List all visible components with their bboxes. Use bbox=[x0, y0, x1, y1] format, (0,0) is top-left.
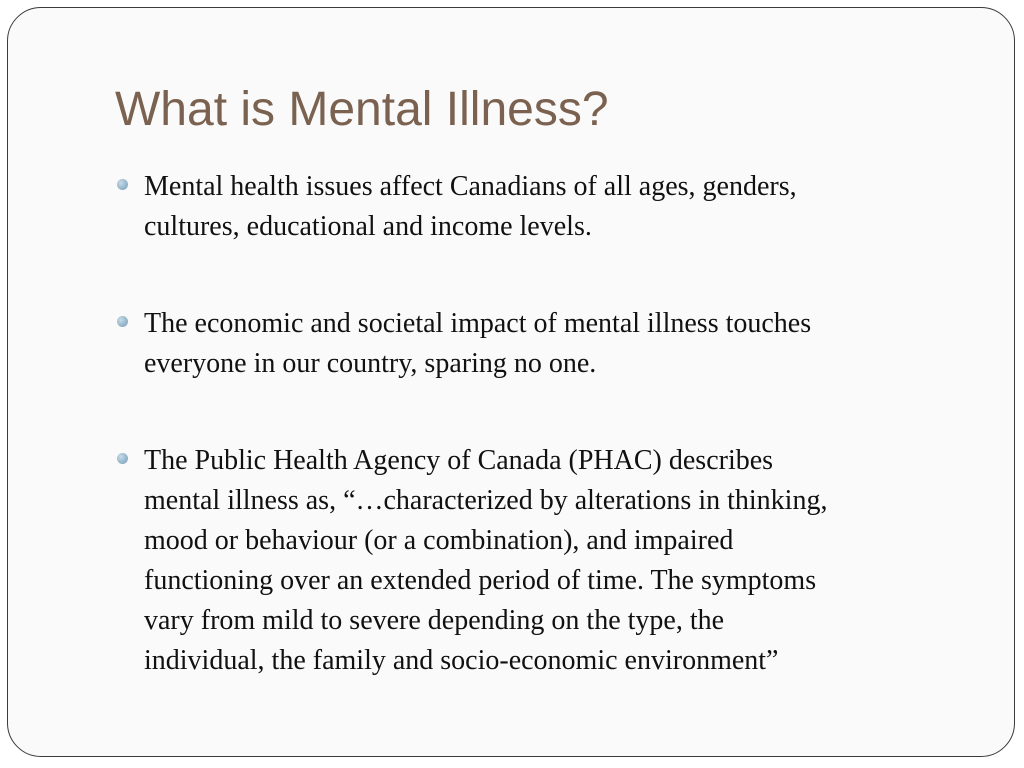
bullet-line: everyone in our country, sparing no one. bbox=[144, 348, 597, 379]
bullet-line: individual, the family and socio-economic environment” bbox=[144, 645, 779, 676]
bullet-item-phac-definition bbox=[117, 441, 967, 681]
bullet-dot-icon bbox=[117, 179, 128, 190]
bullet-item-economic-impact bbox=[117, 304, 967, 384]
bullet-line: mental illness as, “…characterized by alterations in thinking, bbox=[144, 485, 828, 516]
bullet-line: The economic and societal impact of mental illness touches bbox=[144, 308, 812, 339]
bullet-line: Mental health issues affect Canadians of all ages, genders, bbox=[144, 171, 797, 202]
bullet-line: cultures, educational and income levels. bbox=[144, 211, 592, 242]
bullet-list bbox=[117, 167, 967, 681]
bullet-dot-icon bbox=[117, 453, 128, 464]
bullet-line: functioning over an extended period of time. The symptoms bbox=[144, 565, 817, 596]
bullet-line: vary from mild to severe depending on the type, the bbox=[144, 605, 725, 636]
slide-title: What is Mental Illness? bbox=[115, 83, 609, 136]
bullet-item-mental-health-issues bbox=[117, 167, 967, 247]
bullet-dot-icon bbox=[117, 316, 128, 327]
bullet-line: mood or behaviour (or a combination), and impaired bbox=[144, 525, 734, 556]
bullet-line: The Public Health Agency of Canada (PHAC) describes bbox=[144, 445, 774, 476]
